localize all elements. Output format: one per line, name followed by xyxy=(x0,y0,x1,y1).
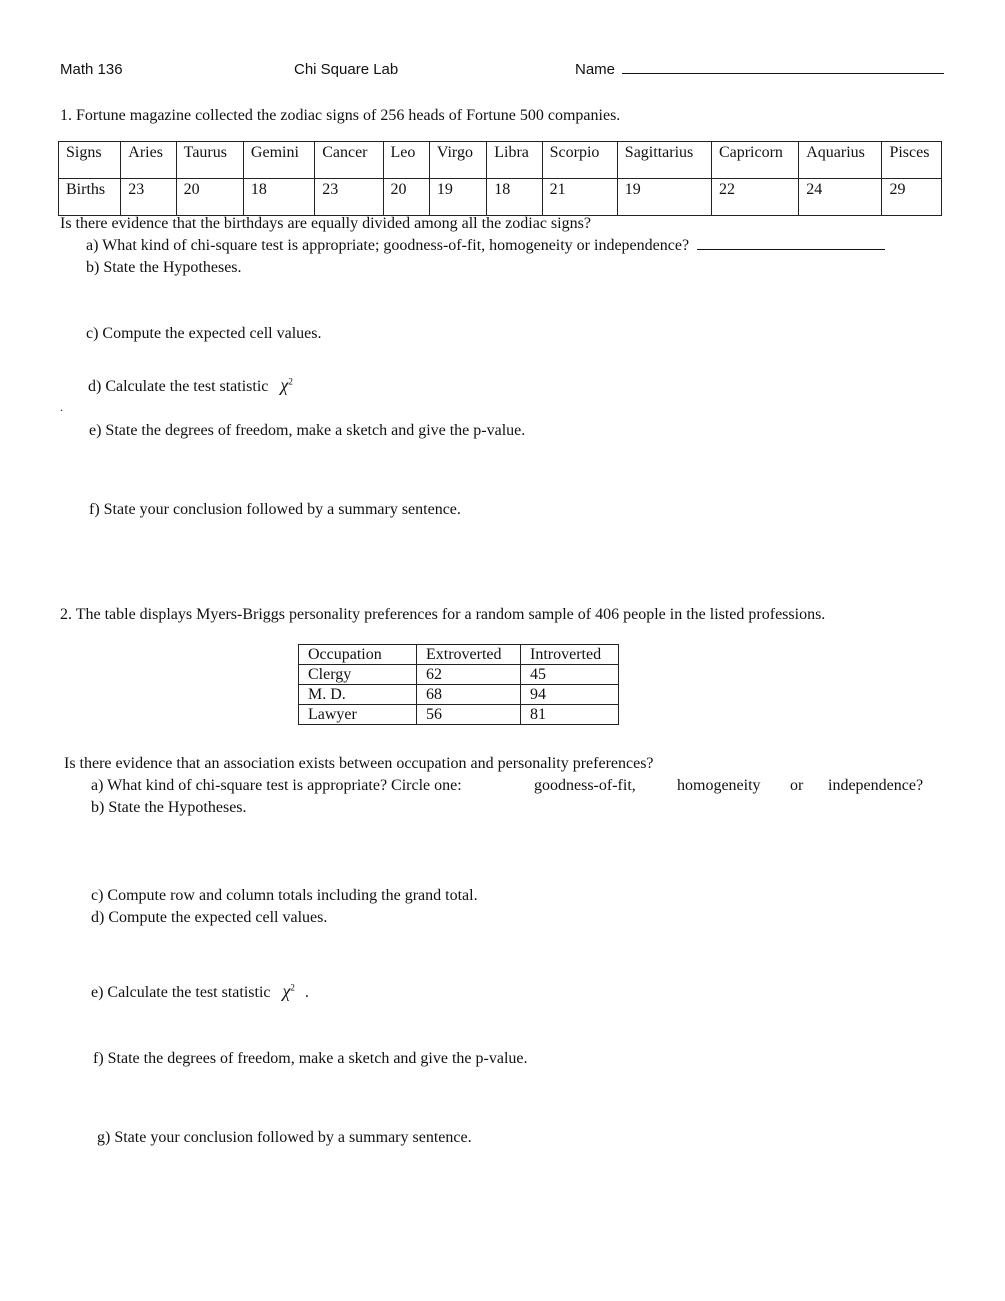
birth-cell: 18 xyxy=(243,179,314,216)
birth-cell: 20 xyxy=(383,179,429,216)
sign-cell: Sagittarius xyxy=(617,142,711,179)
chi-symbol: χ xyxy=(280,375,289,395)
squared-superscript: 2 xyxy=(290,982,295,993)
q1-part-e: e) State the degrees of freedom, make a sketch and give the p-value. xyxy=(89,422,526,439)
zodiac-table xyxy=(58,141,942,216)
q2-part-f: f) State the degrees of freedom, make a sketch and give the p-value. xyxy=(93,1050,528,1067)
sign-cell: Leo xyxy=(383,142,429,179)
birth-cell: 23 xyxy=(315,179,383,216)
signs-row-label: Signs xyxy=(59,142,121,179)
q2-question: Is there evidence that an association exists between occupation and personality preferences? xyxy=(64,755,654,772)
zodiac-signs-row xyxy=(59,142,942,179)
name-field[interactable] xyxy=(575,61,944,78)
occupation-cell: M. D. xyxy=(299,685,417,705)
occupation-cell: Lawyer xyxy=(299,705,417,725)
q2-part-e xyxy=(91,981,309,1002)
name-blank[interactable] xyxy=(622,73,944,74)
choice-homogeneity[interactable]: homogeneity xyxy=(677,777,761,794)
table-header-row xyxy=(299,645,619,665)
name-label: Name xyxy=(575,61,616,78)
sign-cell: Cancer xyxy=(315,142,383,179)
introverted-cell: 45 xyxy=(521,665,619,685)
choice-or: or xyxy=(790,777,804,794)
sign-cell: Aries xyxy=(121,142,176,179)
q2-prompt: 2. The table displays Myers-Briggs personality preferences for a random sample of 406 people in the listed professions. xyxy=(60,606,826,623)
q1-part-d-text: d) Calculate the test statistic xyxy=(88,378,269,395)
birth-cell: 23 xyxy=(121,179,176,216)
lab-title: Chi Square Lab xyxy=(294,61,399,78)
q1-part-f: f) State your conclusion followed by a summary sentence. xyxy=(89,501,461,518)
introverted-cell: 94 xyxy=(521,685,619,705)
header-introverted: Introverted xyxy=(521,645,619,665)
q1-prompt: 1. Fortune magazine collected the zodiac signs of 256 heads of Fortune 500 companies. xyxy=(60,107,621,124)
q2-part-e-text: e) Calculate the test statistic xyxy=(91,984,271,1001)
sign-cell: Gemini xyxy=(243,142,314,179)
birth-cell: 29 xyxy=(882,179,942,216)
choice-independence[interactable]: independence? xyxy=(828,777,924,794)
sign-cell: Virgo xyxy=(429,142,486,179)
stray-dot: . xyxy=(60,400,63,414)
sign-cell: Taurus xyxy=(176,142,243,179)
myers-briggs-table xyxy=(298,644,619,725)
table-row xyxy=(299,705,619,725)
q2-part-c: c) Compute row and column totals including the grand total. xyxy=(91,887,478,904)
sign-cell: Libra xyxy=(487,142,542,179)
extroverted-cell: 62 xyxy=(417,665,521,685)
q2-part-g: g) State your conclusion followed by a summary sentence. xyxy=(97,1129,472,1146)
q1-part-a-blank[interactable] xyxy=(697,249,885,250)
q1-question: Is there evidence that the birthdays are equally divided among all the zodiac signs? xyxy=(60,215,591,232)
birth-cell: 24 xyxy=(799,179,882,216)
birth-cell: 19 xyxy=(429,179,486,216)
course-label: Math 136 xyxy=(60,61,123,78)
header-extroverted: Extroverted xyxy=(417,645,521,665)
birth-cell: 21 xyxy=(542,179,617,216)
birth-cell: 20 xyxy=(176,179,243,216)
choice-goodness-of-fit[interactable]: goodness-of-fit, xyxy=(534,777,636,794)
birth-cell: 22 xyxy=(711,179,798,216)
table-row xyxy=(299,665,619,685)
q1-part-a xyxy=(86,237,885,255)
header-occupation: Occupation xyxy=(299,645,417,665)
introverted-cell: 81 xyxy=(521,705,619,725)
sign-cell: Capricorn xyxy=(711,142,798,179)
birth-cell: 18 xyxy=(487,179,542,216)
occupation-cell: Clergy xyxy=(299,665,417,685)
sign-cell: Pisces xyxy=(882,142,942,179)
q1-part-c: c) Compute the expected cell values. xyxy=(86,325,322,342)
squared-superscript: 2 xyxy=(288,376,293,387)
period: . xyxy=(304,984,309,1001)
extroverted-cell: 56 xyxy=(417,705,521,725)
q1-part-a-text: a) What kind of chi-square test is appropriate; goodness-of-fit, homogeneity or independence? xyxy=(86,237,690,254)
sign-cell: Aquarius xyxy=(799,142,882,179)
q2-part-a: a) What kind of chi-square test is appropriate? Circle one: xyxy=(91,777,462,794)
q2-part-b: b) State the Hypotheses. xyxy=(91,799,247,816)
zodiac-births-row xyxy=(59,179,942,216)
birth-cell: 19 xyxy=(617,179,711,216)
extroverted-cell: 68 xyxy=(417,685,521,705)
table-row xyxy=(299,685,619,705)
sign-cell: Scorpio xyxy=(542,142,617,179)
chi-symbol: χ xyxy=(282,981,291,1001)
q2-part-d: d) Compute the expected cell values. xyxy=(91,909,328,926)
births-row-label: Births xyxy=(59,179,121,216)
q1-part-b: b) State the Hypotheses. xyxy=(86,259,242,276)
q1-part-d xyxy=(88,375,293,396)
